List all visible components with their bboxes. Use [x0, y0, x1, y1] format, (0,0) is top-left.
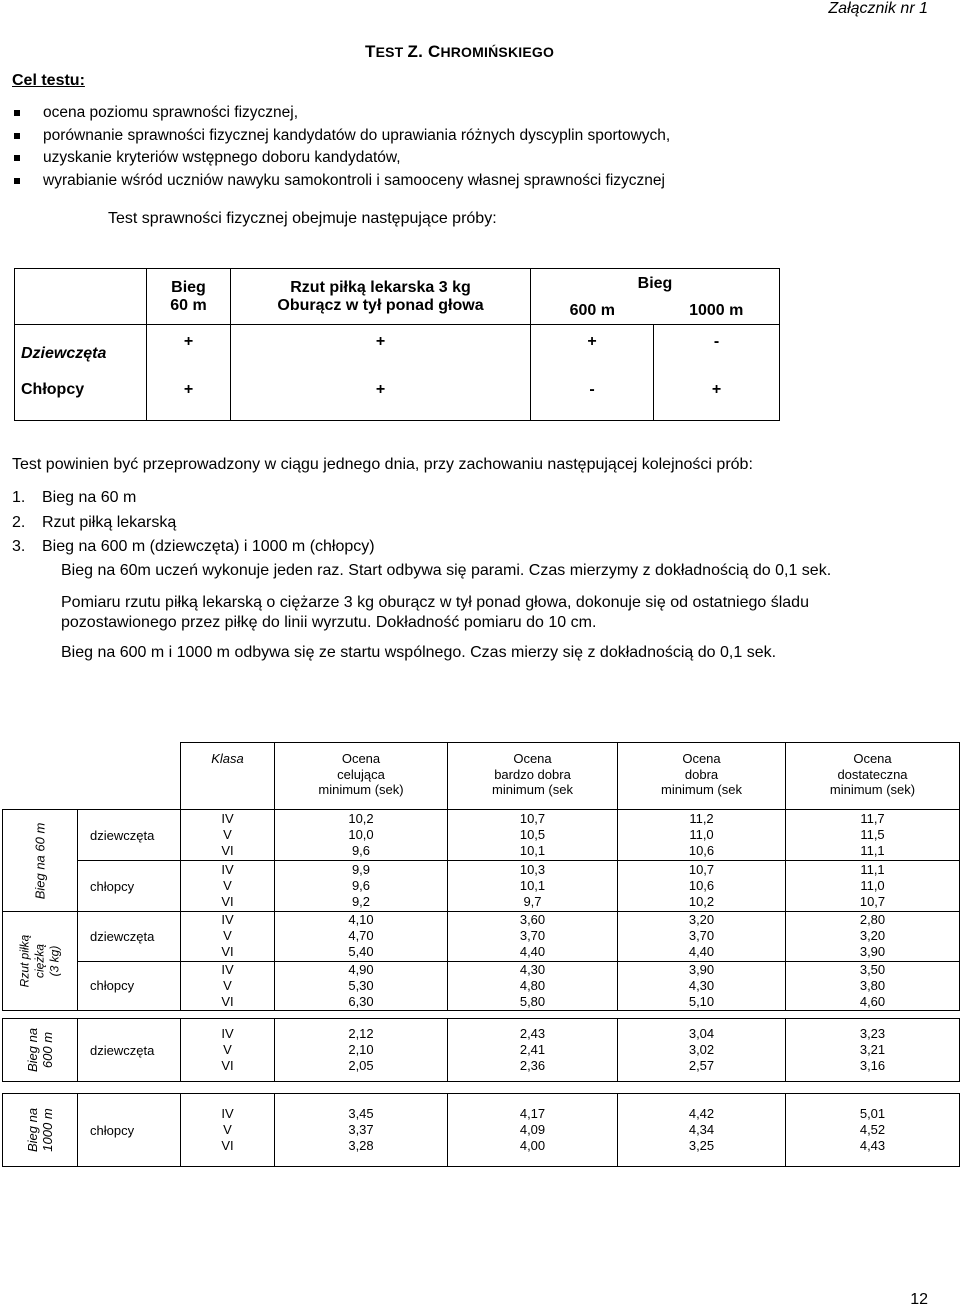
norms-classes: IV V VI	[181, 861, 275, 912]
norms-values: 11,7 11,5 11,1	[786, 810, 960, 861]
norms-values: 5,01 4,52 4,43	[786, 1094, 960, 1167]
trials-row-label: Dziewczęta	[15, 325, 147, 371]
trials-row-label: Chłopcy	[15, 371, 147, 421]
norms-values: 3,50 3,80 4,60	[786, 961, 960, 1011]
procedure-steps	[12, 486, 375, 560]
norms-values: 3,04 3,02 2,57	[618, 1019, 786, 1082]
goal-item: uzyskanie kryteriów wstępnego doboru kandydatów,	[14, 147, 670, 170]
procedure-paragraph: Bieg na 60m uczeń wykonuje jeden raz. Start odbywa się parami. Czas mierzymy z dokładnością do 0,1 sek.	[61, 562, 832, 579]
goal-item: ocena poziomu sprawności fizycznej,	[14, 102, 670, 125]
norms-classes: IV V VI	[181, 1019, 275, 1082]
norms-values: 3,90 4,30 5,10	[618, 961, 786, 1011]
goal-list	[14, 102, 670, 192]
norms-section-1000m: Bieg na 1000 m	[3, 1094, 78, 1167]
norms-group: dziewczęta	[78, 912, 181, 962]
trials-table	[14, 268, 780, 421]
norms-values: 11,1 11,0 10,7	[786, 861, 960, 912]
norms-values: 2,12 2,10 2,05	[275, 1019, 448, 1082]
norms-classes: IV V VI	[181, 961, 275, 1011]
page-title: TEST Z. CHROMIŃSKIEGO	[365, 42, 555, 61]
norms-header-grade: Ocena celująca minimum (sek)	[275, 743, 448, 810]
norms-group: chłopcy	[78, 961, 181, 1011]
norms-values: 9,9 9,6 9,2	[275, 861, 448, 912]
norms-header-grade: Ocena dobra minimum (sek	[618, 743, 786, 810]
norms-classes: IV V VI	[181, 912, 275, 962]
norms-values: 10,3 10,1 9,7	[448, 861, 618, 912]
norms-values: 10,7 10,5 10,1	[448, 810, 618, 861]
norms-values: 10,7 10,6 10,2	[618, 861, 786, 912]
trials-header-1000m: 1000 m	[654, 299, 780, 325]
norms-values: 2,43 2,41 2,36	[448, 1019, 618, 1082]
norms-values: 4,42 4,34 3,25	[618, 1094, 786, 1167]
norms-classes: IV V VI	[181, 810, 275, 861]
procedure-lead: Test powinien być przeprowadzony w ciągu jednego dnia, przy zachowaniu następującej kolejności prób:	[12, 456, 753, 473]
trials-header-run-group: Bieg	[531, 269, 780, 299]
norms-header-class: Klasa	[181, 743, 275, 810]
norms-values: 11,2 11,0 10,6	[618, 810, 786, 861]
norms-group: chłopcy	[78, 861, 181, 912]
trials-cell: +	[231, 325, 531, 371]
norms-table	[2, 742, 960, 1167]
norms-section-60m: Bieg na 60 m	[3, 810, 78, 912]
goal-item: wyrabianie wśród uczniów nawyku samokontroli i samooceny własnej sprawności fizycznej	[14, 170, 670, 193]
norms-header-grade: Ocena bardzo dobra minimum (sek	[448, 743, 618, 810]
trials-header-60m: Bieg 60 m	[147, 269, 231, 325]
procedure-paragraph: Pomiaru rzutu piłką lekarską o ciężarze 3 kg oburącz w tył ponad głowa, dokonuje się od ostatniego śladu pozostawionego przez piłkę do linii wyrzutu. Dokładność pomiaru do 10 cm.	[61, 594, 809, 631]
norms-values: 4,30 4,80 5,80	[448, 961, 618, 1011]
trials-header-empty	[15, 269, 147, 325]
norms-section-throw: Rzut piłką ciężką (3 kg)	[3, 912, 78, 1011]
norms-values: 4,17 4,09 4,00	[448, 1094, 618, 1167]
trials-cell: +	[147, 371, 231, 421]
goal-heading: Cel testu:	[12, 72, 85, 89]
procedure-step: 1. Bieg na 60 m	[12, 489, 137, 506]
norms-group: chłopcy	[78, 1094, 181, 1167]
norms-group: dziewczęta	[78, 810, 181, 861]
norms-values: 3,23 3,21 3,16	[786, 1019, 960, 1082]
norms-values: 10,2 10,0 9,6	[275, 810, 448, 861]
norms-header-grade: Ocena dostateczna minimum (sek)	[786, 743, 960, 810]
norms-group: dziewczęta	[78, 1019, 181, 1082]
trials-cell: +	[147, 325, 231, 371]
attachment-label: Załącznik nr 1	[828, 0, 928, 17]
norms-values: 2,80 3,20 3,90	[786, 912, 960, 962]
procedure-step: 3. Bieg na 600 m (dziewczęta) i 1000 m (chłopcy)	[12, 538, 375, 555]
norms-values: 4,10 4,70 5,40	[275, 912, 448, 962]
goal-item: porównanie sprawności fizycznej kandydatów do uprawiania różnych dyscyplin sportowych,	[14, 125, 670, 148]
norms-section-600m: Bieg na 600 m	[3, 1019, 78, 1082]
trials-cell: -	[654, 325, 780, 371]
trials-cell: -	[531, 371, 654, 421]
norms-values: 4,90 5,30 6,30	[275, 961, 448, 1011]
trials-cell: +	[531, 325, 654, 371]
intro-text: Test sprawności fizycznej obejmuje następujące próby:	[108, 210, 497, 227]
page-number: 12	[910, 1291, 928, 1308]
norms-values: 3,60 3,70 4,40	[448, 912, 618, 962]
trials-header-600m: 600 m	[531, 299, 654, 325]
trials-header-throw: Rzut piłką lekarska 3 kg Oburącz w tył ponad głowa	[231, 269, 531, 325]
norms-classes: IV V VI	[181, 1094, 275, 1167]
norms-values: 3,20 3,70 4,40	[618, 912, 786, 962]
procedure-paragraph: Bieg na 600 m i 1000 m odbywa się ze startu wspólnego. Czas mierzy się z dokładnością do 0,1 sek.	[61, 644, 777, 661]
trials-cell: +	[231, 371, 531, 421]
trials-cell: +	[654, 371, 780, 421]
procedure-step: 2. Rzut piłką lekarską	[12, 513, 177, 531]
norms-values: 3,45 3,37 3,28	[275, 1094, 448, 1167]
